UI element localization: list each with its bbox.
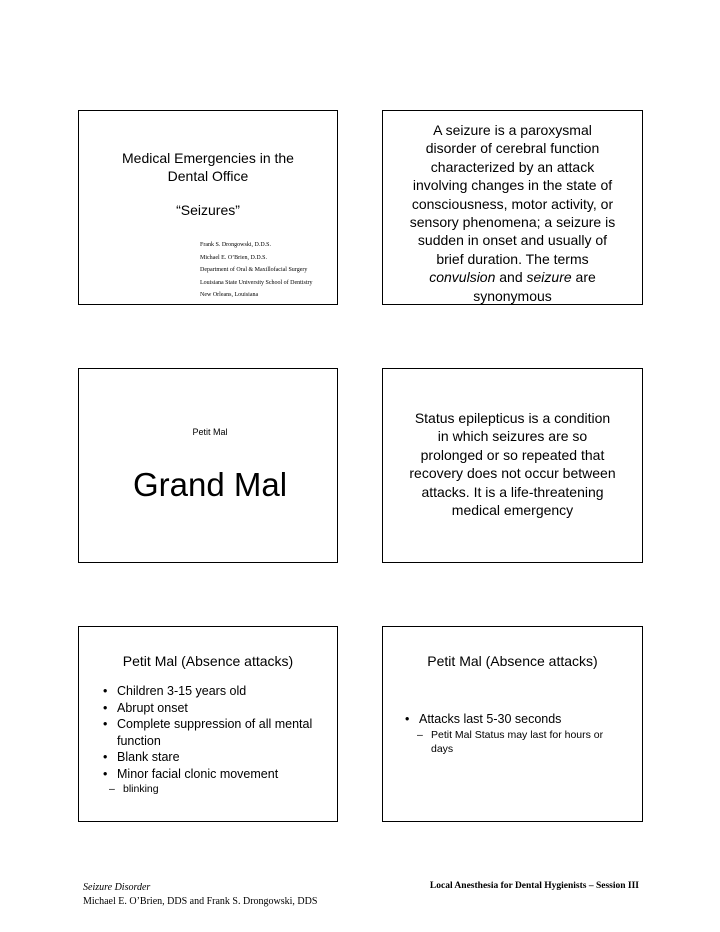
author-line: Frank S. Drongowski, D.D.S.: [200, 242, 272, 248]
text-line: in which seizures are so: [437, 428, 588, 445]
bullet-item: • Abrupt onset: [99, 700, 329, 717]
text-line: disorder of cerebral function: [425, 140, 600, 157]
slide-petit-mal-duration: [382, 626, 643, 822]
slide-subtitle: “Seizures”: [176, 202, 240, 218]
text-line: consciousness, motor activity, or: [411, 195, 614, 212]
slide-seizure-definition: [382, 110, 643, 305]
text-line: [395, 268, 630, 286]
text-word: are: [575, 269, 596, 286]
text-line: characterized by an attack: [430, 158, 595, 175]
text-line: Status epilepticus is a condition: [414, 410, 611, 426]
sub-bullet-item: – Petit Mal Status may last for hours or days: [413, 728, 624, 756]
slide-title: [78, 110, 338, 305]
petit-mal-label: Petit Mal: [192, 427, 228, 437]
title-line: Dental Office: [167, 168, 249, 184]
footer-topic: Seizure Disorder: [83, 882, 151, 893]
bullet-item: • Blank stare: [99, 749, 329, 766]
footer-authors: Michael E. O’Brien, DDS and Frank S. Drongowski, DDS: [83, 896, 318, 907]
slide-heading: Petit Mal (Absence attacks): [122, 653, 294, 669]
bullet-item: • Attacks last 5-30 seconds: [401, 711, 624, 728]
author-line: New Orleans, Louisiana: [200, 292, 259, 298]
footer-credits: [83, 881, 317, 909]
text-line: medical emergency: [451, 502, 574, 519]
author-line: Department of Oral & Maxillofacial Surgery: [200, 267, 308, 273]
bullet-list: [401, 711, 624, 756]
text-line: prolonged or so repeated that: [420, 446, 605, 463]
text-line: sensory phenomena; a seizure is: [409, 214, 616, 231]
grand-mal-label: Grand Mal: [132, 466, 288, 503]
footer-course-title: Local Anesthesia for Dental Hygienists – Session III: [429, 881, 639, 891]
text-line: A seizure is a paroxysmal: [433, 122, 592, 138]
text-word: and: [499, 269, 523, 286]
author-line: Michael E. O’Brien, D.D.S.: [200, 254, 267, 261]
author-credits: [200, 239, 312, 302]
bullet-item: • Minor facial clonic movement: [99, 766, 329, 783]
slide-status-epilepticus: [382, 368, 643, 563]
text-line: sudden in onset and usually of: [417, 232, 608, 249]
author-line: Louisiana State University School of Dentistry: [200, 279, 313, 286]
text-line: recovery does not occur between: [409, 465, 616, 482]
slide-petit-mal-features: [78, 626, 338, 822]
bullet-list: [99, 683, 329, 796]
status-paragraph: [395, 409, 630, 519]
text-line: involving changes in the state of: [412, 177, 613, 194]
slide-seizure-types: [78, 368, 338, 563]
text-line: attacks. It is a life-threatening: [421, 483, 604, 500]
bullet-item: • Children 3-15 years old: [99, 683, 329, 700]
text-line: synonymous: [473, 287, 552, 304]
bullet-item: • Complete suppression of all mental function: [99, 716, 329, 749]
slide-heading: Petit Mal (Absence attacks): [427, 653, 598, 669]
title-line: Medical Emergencies in the: [122, 150, 294, 166]
sub-bullet-item: – blinking: [105, 782, 329, 796]
text-line: brief duration. The terms: [436, 250, 589, 267]
slide-title-heading: [79, 149, 337, 185]
term-convulsion: convulsion: [429, 269, 496, 286]
term-seizure: seizure: [526, 269, 572, 286]
definition-paragraph: [395, 121, 630, 305]
